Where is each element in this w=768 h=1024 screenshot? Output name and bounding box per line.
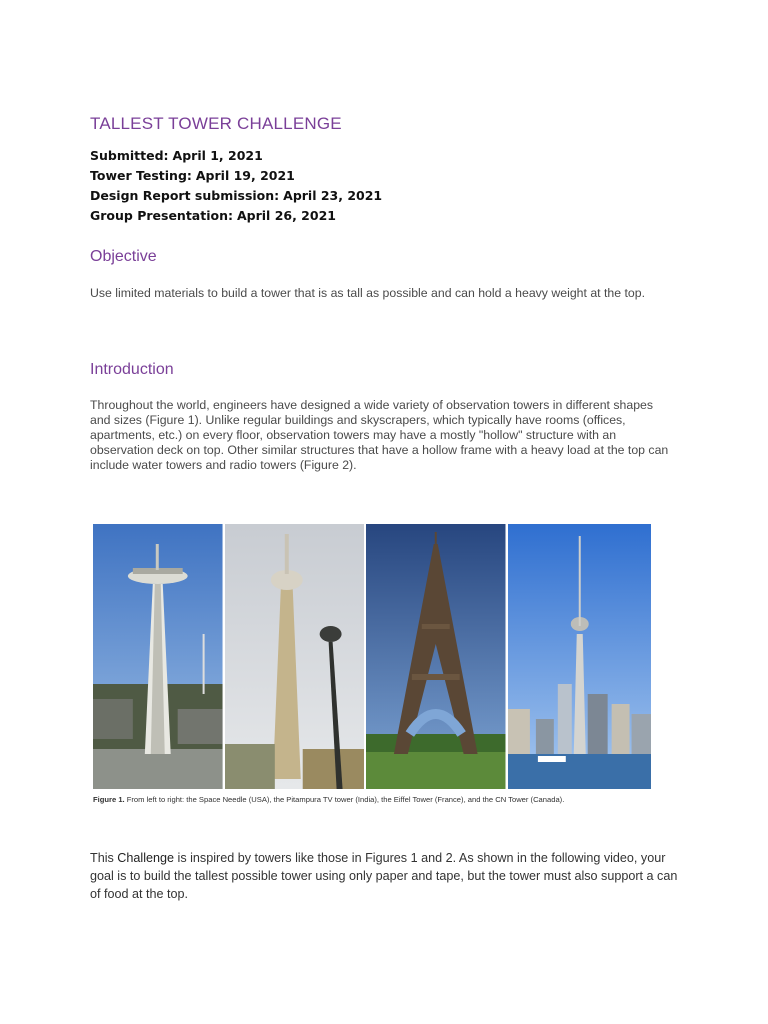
space-needle-photo bbox=[93, 524, 223, 789]
date-submitted: Submitted: April 1, 2021 bbox=[90, 148, 263, 163]
introduction-heading: Introduction bbox=[90, 361, 174, 378]
cn-tower-photo bbox=[508, 524, 651, 789]
challenge-text: This Challenge is inspired by towers like those in Figures 1 and 2. As shown in the following video, your goal is to build the tallest possible tower using only paper and tape, but the tower must also support a can of food at the top. bbox=[90, 851, 678, 901]
pitampura-tower-photo bbox=[225, 524, 365, 789]
date-tower-testing: Tower Testing: April 19, 2021 bbox=[90, 168, 295, 183]
figure-caption: Figure 1. From left to right: the Space Needle (USA), the Pitampura TV tower (India), the Eiffel Tower (France), and the CN Tower (Canada). bbox=[93, 795, 565, 804]
introduction-text: Throughout the world, engineers have designed a wide variety of observation towers in different shapes and sizes (Figure 1). Unlike regular buildings and skyscrapers, which typically have rooms (offices, apartments, etc.) on every floor, observation towers may have a mostly "hollow" structure with an observation deck on top. Other similar structures that have a hollow frame with a heavy load at the top can include water towers and radio towers (Figure 2). bbox=[90, 398, 669, 472]
date-design-report: Design Report submission: April 23, 2021 bbox=[90, 188, 383, 203]
objective-text: Use limited materials to build a tower that is as tall as possible and can hold a heavy weight at the top. bbox=[90, 286, 646, 300]
document-title: TALLEST TOWER CHALLENGE bbox=[90, 114, 342, 133]
figure-towers bbox=[93, 524, 651, 789]
schedule-dates bbox=[90, 146, 382, 226]
eiffel-tower-photo bbox=[366, 524, 506, 789]
date-group-presentation: Group Presentation: April 26, 2021 bbox=[90, 208, 336, 223]
objective-heading: Objective bbox=[90, 248, 157, 265]
